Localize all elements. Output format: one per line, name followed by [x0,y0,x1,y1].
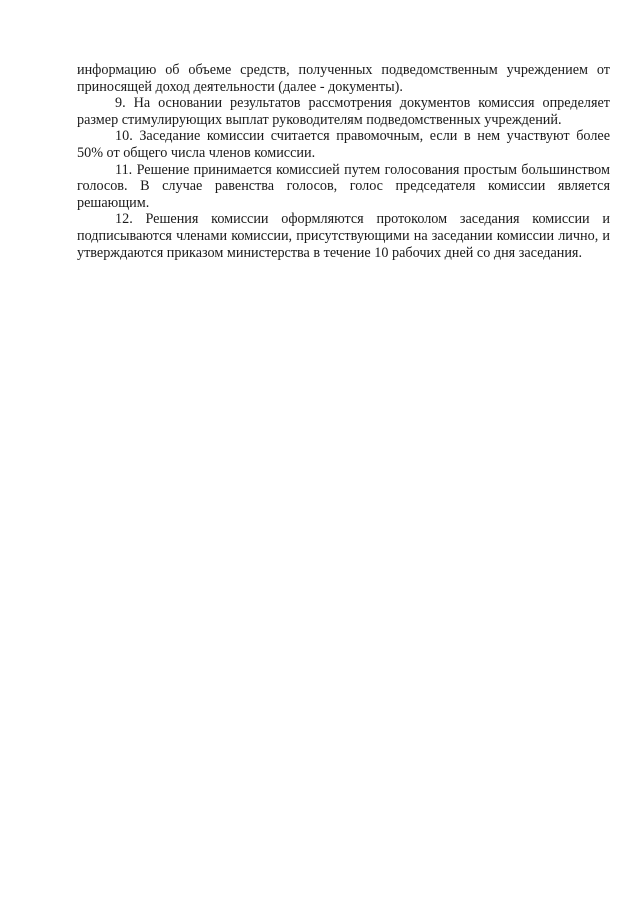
paragraph-item-11: 11. Решение принимается комиссией путем голосования простым большинством голосов. В случае равенства голосов, голос председателя комиссии является решающим. [77,161,610,211]
paragraph-item-12: 12. Решения комиссии оформляются протоколом заседания комиссии и подписываются членами комиссии, присутствующими на заседании комиссии лично, и утверждаются приказом министерства в течение 10 рабочих дней со дня заседания. [77,211,610,261]
document-page [77,62,610,261]
paragraph-item-10: 10. Заседание комиссии считается правомочным, если в нем участвуют более 50% от общего числа членов комиссии. [77,128,610,161]
paragraph-continuation: информацию об объеме средств, полученных подведомственным учреждением от приносящей доход деятельности (далее - документы). [77,62,610,95]
paragraph-item-9: 9. На основании результатов рассмотрения документов комиссия определяет размер стимулирующих выплат руководителям подведомственных учреждений. [77,95,610,128]
